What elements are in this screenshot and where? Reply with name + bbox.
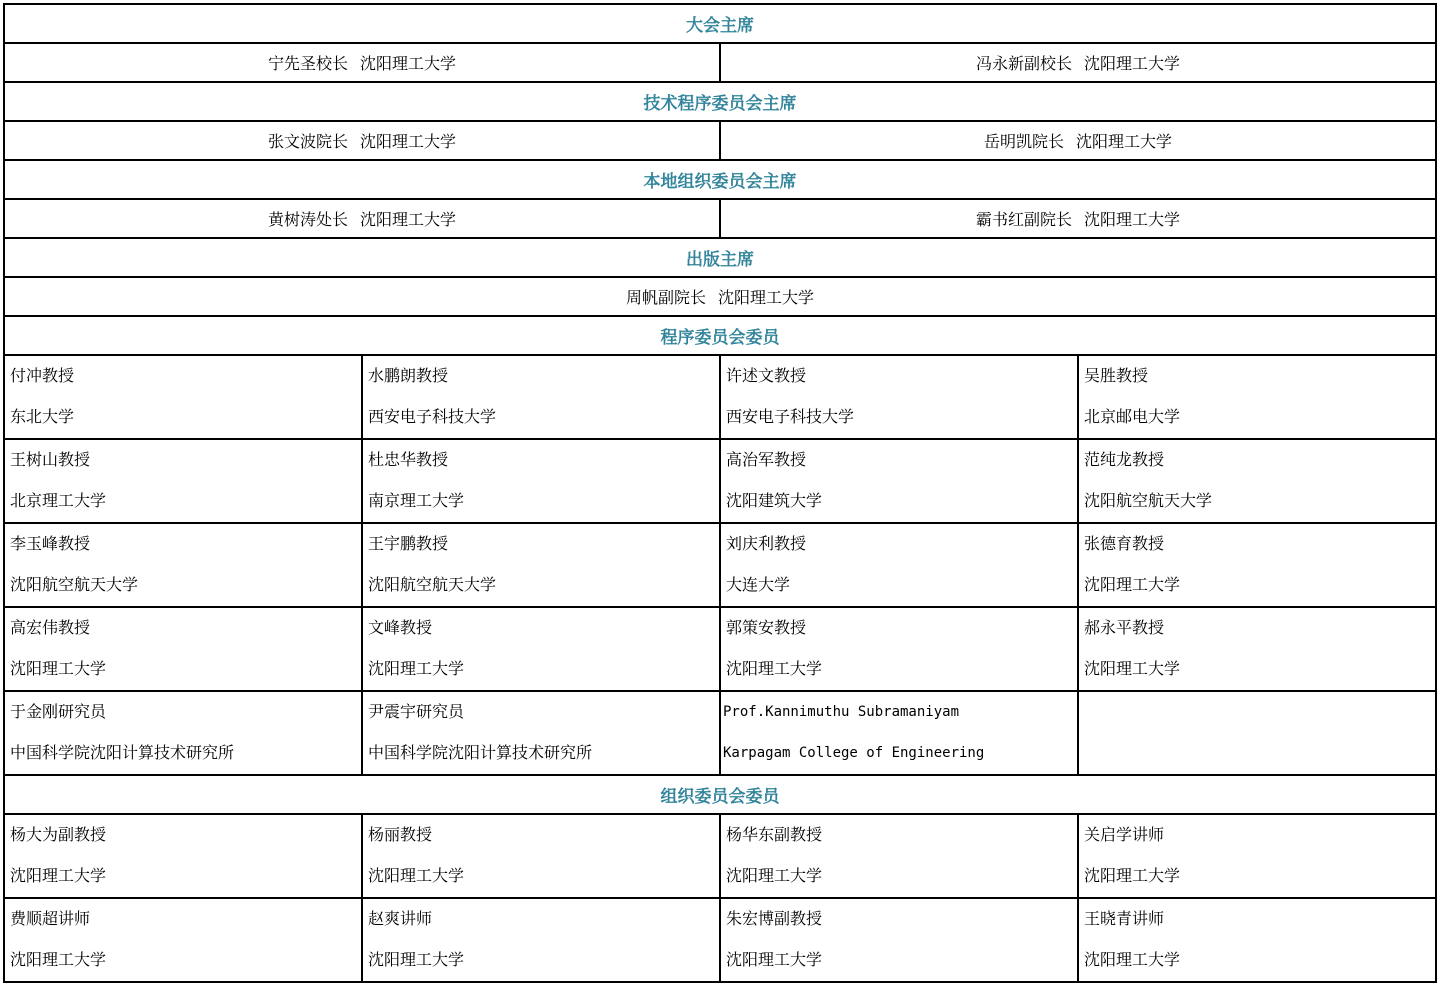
member-org: 中国科学院沈阳计算技术研究所 <box>368 743 593 762</box>
member-cell <box>362 439 720 523</box>
member-org <box>1079 733 1435 774</box>
section-title: 程序委员会委员 <box>4 316 1436 355</box>
member-org: 东北大学 <box>10 407 75 426</box>
member-name: 吴胜教授 <box>1084 366 1149 385</box>
member-org: 大连大学 <box>726 575 791 594</box>
conference-chair-header-row <box>4 4 1436 43</box>
member-cell <box>1078 523 1436 607</box>
section-title: 大会主席 <box>4 4 1436 43</box>
member-name: 冯永新副校长 <box>975 54 1072 73</box>
member-org: 沈阳理工大学 <box>10 866 107 885</box>
member-name: 杨大为副教授 <box>10 825 107 844</box>
member-name: 水鹏朗教授 <box>368 366 449 385</box>
member-org: 北京邮电大学 <box>1084 407 1181 426</box>
member-cell <box>4 439 362 523</box>
member-cell <box>4 523 362 607</box>
tpc-chair-header-row <box>4 82 1436 121</box>
member-org: 沈阳理工大学 <box>360 54 457 73</box>
chair-cell <box>4 277 1436 316</box>
member-cell <box>1078 814 1436 898</box>
member-name: 郝永平教授 <box>1084 618 1165 637</box>
member-cell <box>4 607 362 691</box>
committee-table <box>3 3 1437 983</box>
member-org: 沈阳理工大学 <box>726 950 823 969</box>
member-name: 于金刚研究员 <box>10 702 107 721</box>
member-cell <box>4 691 362 775</box>
member-org: 沈阳理工大学 <box>726 866 823 885</box>
member-name: 王宇鹏教授 <box>368 534 449 553</box>
section-title: 本地组织委员会主席 <box>4 160 1436 199</box>
chair-cell-left <box>4 121 720 160</box>
member-org: 沈阳航空航天大学 <box>368 575 497 594</box>
member-org: 沈阳理工大学 <box>1084 54 1181 73</box>
member-name: 关启学讲师 <box>1084 825 1165 844</box>
member-org: 西安电子科技大学 <box>726 407 855 426</box>
chair-cell-left <box>4 43 720 82</box>
member-org: 沈阳理工大学 <box>360 132 457 151</box>
member-cell <box>4 814 362 898</box>
member-org: 沈阳理工大学 <box>360 210 457 229</box>
member-name: 高宏伟教授 <box>10 618 91 637</box>
member-org: 中国科学院沈阳计算技术研究所 <box>10 743 235 762</box>
member-org: 沈阳理工大学 <box>1084 575 1181 594</box>
member-row <box>4 691 1436 775</box>
member-org: 沈阳建筑大学 <box>726 491 823 510</box>
publication-chair-row <box>4 277 1436 316</box>
member-name: 黄树涛处长 <box>267 210 348 229</box>
section-title: 技术程序委员会主席 <box>4 82 1436 121</box>
chair-cell-right <box>720 121 1436 160</box>
member-name: 张文波院长 <box>267 132 348 151</box>
member-row <box>4 607 1436 691</box>
member-org: 北京理工大学 <box>10 491 107 510</box>
member-cell <box>1078 607 1436 691</box>
member-org: 沈阳理工大学 <box>1084 950 1181 969</box>
member-name: 尹震宇研究员 <box>368 702 465 721</box>
local-chair-row <box>4 199 1436 238</box>
member-name: 郭策安教授 <box>726 618 807 637</box>
member-name: 杨华东副教授 <box>726 825 823 844</box>
member-org: 沈阳理工大学 <box>1084 866 1181 885</box>
member-name: 付冲教授 <box>10 366 75 385</box>
member-cell <box>720 898 1078 982</box>
section-title: 组织委员会委员 <box>4 775 1436 814</box>
member-org: 沈阳理工大学 <box>718 288 815 307</box>
member-org: 西安电子科技大学 <box>368 407 497 426</box>
member-org: 沈阳理工大学 <box>1076 132 1173 151</box>
member-row <box>4 355 1436 439</box>
member-name <box>1079 692 1435 733</box>
member-name: 岳明凯院长 <box>983 132 1064 151</box>
member-row <box>4 439 1436 523</box>
member-cell <box>1078 691 1436 775</box>
conference-chair-row <box>4 43 1436 82</box>
chair-cell-left <box>4 199 720 238</box>
member-name: 赵爽讲师 <box>368 909 433 928</box>
member-cell <box>362 607 720 691</box>
tpc-chair-row <box>4 121 1436 160</box>
member-name: 范纯龙教授 <box>1084 450 1165 469</box>
member-cell <box>4 898 362 982</box>
member-name: 周帆副院长 <box>625 288 706 307</box>
member-cell <box>362 814 720 898</box>
member-name: 刘庆利教授 <box>726 534 807 553</box>
member-name: 霸书红副院长 <box>975 210 1072 229</box>
member-org: 沈阳理工大学 <box>726 659 823 678</box>
program-committee-header-row <box>4 316 1436 355</box>
member-cell <box>362 898 720 982</box>
member-cell <box>1078 355 1436 439</box>
publication-chair-header-row <box>4 238 1436 277</box>
member-row <box>4 814 1436 898</box>
member-org: 沈阳理工大学 <box>368 866 465 885</box>
member-cell <box>720 691 1078 775</box>
member-org: 沈阳航空航天大学 <box>10 575 139 594</box>
member-org: 沈阳理工大学 <box>368 659 465 678</box>
member-name: 张德育教授 <box>1084 534 1165 553</box>
member-cell <box>1078 439 1436 523</box>
member-name: 王晓青讲师 <box>1084 909 1165 928</box>
member-row <box>4 898 1436 982</box>
member-name: 许述文教授 <box>726 366 807 385</box>
chair-cell-right <box>720 199 1436 238</box>
member-org: 沈阳理工大学 <box>368 950 465 969</box>
member-cell <box>362 691 720 775</box>
member-name: Prof.Kannimuthu Subramaniyam <box>723 704 960 720</box>
member-cell <box>720 607 1078 691</box>
member-cell <box>720 355 1078 439</box>
member-name: 杜忠华教授 <box>368 450 449 469</box>
member-name: 王树山教授 <box>10 450 91 469</box>
member-cell <box>720 814 1078 898</box>
section-title: 出版主席 <box>4 238 1436 277</box>
member-org: 沈阳理工大学 <box>1084 210 1181 229</box>
member-org: 沈阳理工大学 <box>10 659 107 678</box>
member-cell <box>720 523 1078 607</box>
member-name: 宁先圣校长 <box>267 54 348 73</box>
chair-cell-right <box>720 43 1436 82</box>
local-chair-header-row <box>4 160 1436 199</box>
member-cell <box>362 355 720 439</box>
member-cell <box>720 439 1078 523</box>
member-name: 文峰教授 <box>368 618 433 637</box>
member-name: 杨丽教授 <box>368 825 433 844</box>
member-org: 南京理工大学 <box>368 491 465 510</box>
member-cell <box>1078 898 1436 982</box>
member-name: 费顺超讲师 <box>10 909 91 928</box>
member-name: 朱宏博副教授 <box>726 909 823 928</box>
member-name: 李玉峰教授 <box>10 534 91 553</box>
member-row <box>4 523 1436 607</box>
member-org: 沈阳理工大学 <box>10 950 107 969</box>
member-org: Karpagam College of Engineering <box>723 745 985 761</box>
member-org: 沈阳理工大学 <box>1084 659 1181 678</box>
member-name: 高治军教授 <box>726 450 807 469</box>
organizing-committee-header-row <box>4 775 1436 814</box>
member-cell <box>362 523 720 607</box>
member-org: 沈阳航空航天大学 <box>1084 491 1213 510</box>
member-cell <box>4 355 362 439</box>
